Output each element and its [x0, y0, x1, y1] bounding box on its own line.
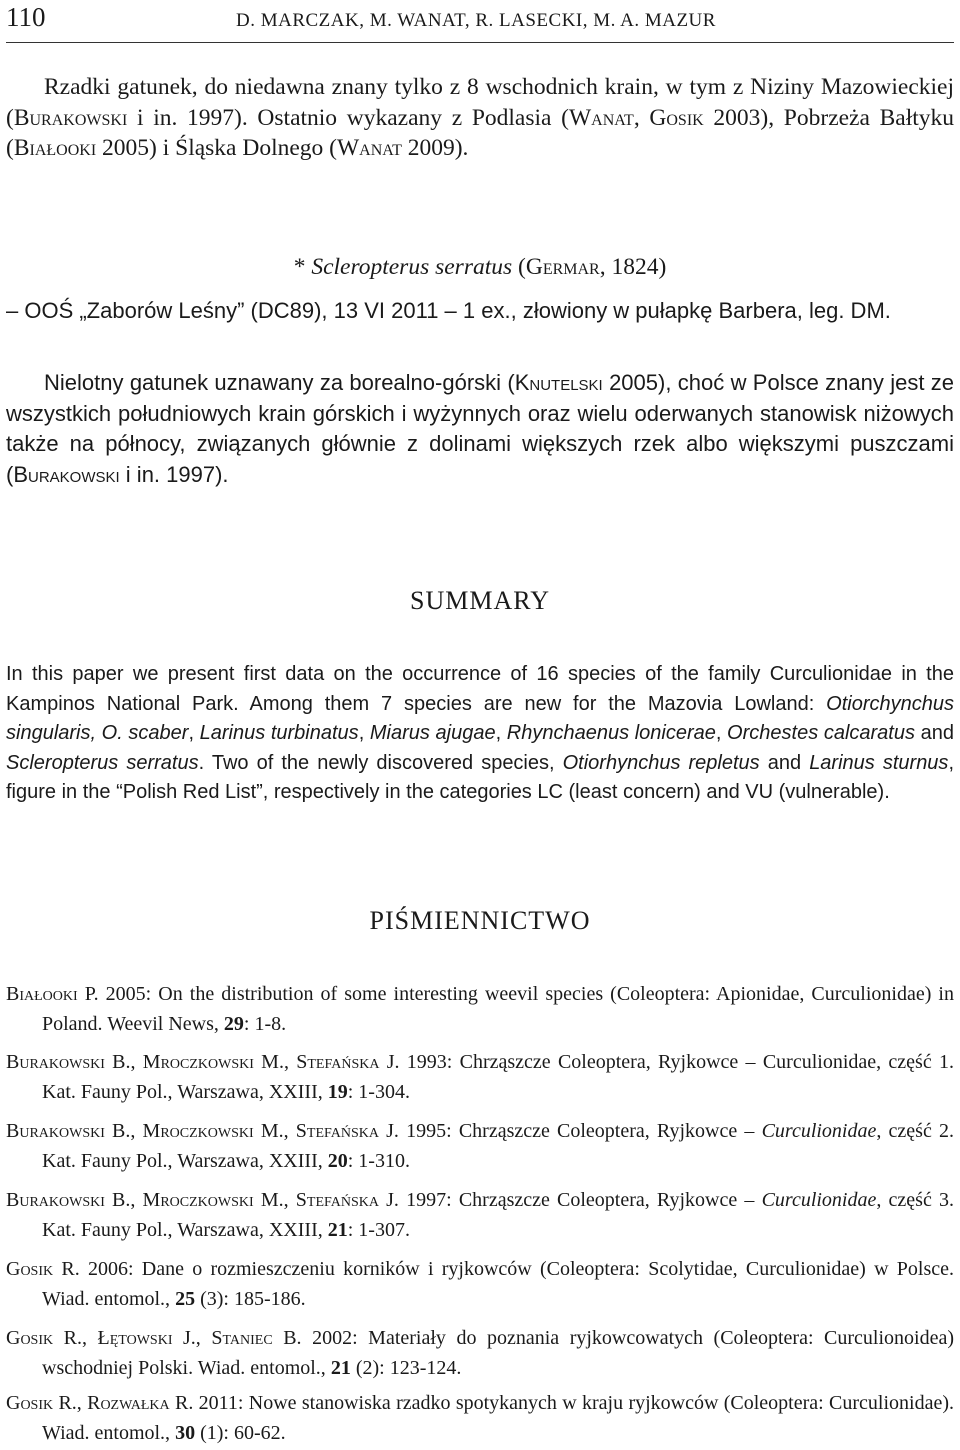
text-run: ,: [358, 722, 370, 744]
text-run: (: [512, 254, 526, 280]
species-name: Rhynchaenus lonicerae: [506, 722, 716, 744]
author-citation: Gosik: [649, 104, 704, 131]
text-run: : 1-304.: [347, 1080, 410, 1103]
species-name: Otiorhynchus repletus: [562, 751, 760, 774]
text-run: 1995: Chrząszcze Coleoptera, Ryjkowce –: [398, 1120, 762, 1142]
text-run: and: [759, 751, 810, 774]
reference-item: [6, 1186, 954, 1245]
text-run: 2002: Materiały do poznania ryjkowcowatych (Coleoptera: Curculionoidea) wschodniej Polski. Wiad. entomol.,: [42, 1327, 955, 1379]
reference-item: [6, 1048, 954, 1107]
reference-item: [6, 1117, 954, 1176]
author-citation: Wanat: [568, 104, 634, 131]
text-run: Nielotny gatunek uznawany za borealno-górski (: [44, 370, 515, 395]
text-run: , część 3. Kat. Fauny Pol., Warszawa, XXIII,: [42, 1189, 954, 1241]
species-year: , 1824): [599, 254, 667, 280]
page-number: 110: [6, 2, 46, 32]
species-name: Scleropterus serratus: [6, 751, 199, 774]
intro-paragraph: [6, 72, 954, 164]
reference-author: Białooki P.: [6, 983, 99, 1005]
reference-volume: 19: [327, 1080, 348, 1103]
text-run: (1): 60-62.: [195, 1421, 286, 1444]
taxon-name: Curculionidae: [761, 1120, 877, 1142]
asterisk-mark: *: [293, 254, 312, 280]
text-run: , część 2. Kat. Fauny Pol., Warszawa, XXIII,: [42, 1120, 954, 1172]
text-run: 1993: Chrząszcze Coleoptera, Ryjkowce – Curculionidae, część 1. Kat. Fauny Pol., Warszawa, XXIII,: [42, 1051, 954, 1103]
text-run: 2005) i Śląska Dolnego (: [96, 135, 337, 161]
reference-author: Gosik R., Rozwałka R.: [6, 1392, 194, 1414]
text-run: ,: [188, 722, 200, 744]
text-run: and: [914, 722, 954, 744]
text-run: i in. 1997).: [119, 461, 229, 487]
species-name: Orchestes calcaratus: [727, 722, 915, 744]
reference-volume: 25: [175, 1287, 196, 1310]
reference-author: Gosik R., Łętowski J., Staniec B.: [6, 1327, 302, 1349]
reference-volume: 29: [223, 1012, 244, 1035]
summary-paragraph: [6, 660, 954, 808]
text-run: : 1-8.: [243, 1012, 287, 1035]
reference-item: [6, 980, 954, 1039]
summary-heading: SUMMARY: [410, 586, 550, 615]
reference-volume: 20: [327, 1149, 348, 1172]
text-run: 2009).: [401, 135, 469, 161]
species-name: Miarus ajugae: [369, 722, 496, 744]
running-header: [6, 2, 954, 42]
reference-item: [6, 1324, 954, 1383]
species-name: Larinus turbinatus: [199, 722, 359, 744]
collection-record: – OOŚ „Zaborów Leśny” (DC89), 13 VI 2011 – 1 ex., złowiony w pułapkę Barbera, leg. DM.: [6, 298, 891, 323]
author-citation: Wanat: [337, 135, 402, 161]
header-rule: [6, 42, 954, 43]
text-run: 2003), Pobrzeża Bałtyku (: [6, 104, 955, 161]
text-run: ,: [715, 722, 728, 744]
species-paragraph: [6, 368, 954, 490]
species-heading: [6, 254, 954, 281]
references-heading: PIŚMIENNICTWO: [369, 906, 591, 935]
text-run: (3): 185-186.: [195, 1287, 306, 1310]
text-run: 2011: Nowe stanowiska rzadko spotykanych w kraju ryjkowców (Coleoptera: Curculionidae). Wiad. entomol.,: [42, 1392, 954, 1444]
text-run: ,: [633, 104, 650, 131]
reference-author: Burakowski B., Mroczkowski M., Stefańska J.: [6, 1189, 399, 1211]
reference-item: [6, 1255, 954, 1314]
author-citation: Burakowski: [13, 104, 128, 131]
text-run: : 1-307.: [347, 1218, 410, 1241]
reference-author: Gosik R.: [6, 1258, 80, 1280]
text-run: , figure in the “Polish Red List”, respectively in the categories LC (least concern) and VU (vulnerable).: [6, 751, 954, 803]
text-run: In this paper we present first data on the occurrence of 16 species of the family Curculionidae in the Kampinos National Park. Among them 7 species are new for the Mazovia Lowland:: [6, 663, 954, 715]
reference-item: [6, 1389, 954, 1448]
text-run: 2006: Dane o rozmieszczeniu korników i ryjkowców (Coleoptera: Scolytidae, Curculionidae) w Polsce. Wiad. entomol.,: [42, 1258, 954, 1310]
text-run: (2): 123-124.: [350, 1356, 462, 1379]
reference-volume: 30: [175, 1421, 196, 1444]
species-name: Scleropterus serratus: [311, 254, 513, 280]
taxon-name: Curculionidae: [761, 1189, 877, 1211]
text-run: 2005), choć w Polsce znany jest ze wszystkich południowych krain górskich i wyżynnych oraz wielu oderwanych stanowisk niżowych także na północy, związanych głównie z dolinami większych rzek albo większymi puszczami (: [6, 370, 954, 487]
running-head-authors: D. MARCZAK, M. WANAT, R. LASECKI, M. A. MAZUR: [236, 10, 716, 31]
reference-volume: 21: [330, 1356, 351, 1379]
reference-author: Burakowski B., Mroczkowski M., Stefańska J.: [6, 1120, 399, 1142]
reference-author: Burakowski B., Mroczkowski M., Stefańska J.: [6, 1051, 400, 1073]
text-run: 2005: On the distribution of some interesting weevil species (Coleoptera: Apionidae, Curculionidae) in Poland. Weevil News,: [42, 983, 954, 1035]
text-run: : 1-310.: [347, 1149, 410, 1172]
reference-volume: 21: [327, 1218, 348, 1241]
species-name: Larinus sturnus: [809, 751, 949, 774]
author-citation: Białooki: [13, 135, 97, 161]
text-run: ,: [495, 722, 507, 744]
text-run: 1997: Chrząszcze Coleoptera, Ryjkowce –: [398, 1189, 762, 1211]
species-name: Otiorchynchus singularis, O. scaber: [6, 692, 954, 744]
text-run: i in. 1997). Ostatnio wykazany z Podlasia (: [127, 104, 569, 131]
text-run: Rzadki gatunek, do niedawna znany tylko z 8 wschodnich krain, w tym z Niziny Mazowieckiej (: [6, 74, 954, 131]
text-run: . Two of the newly discovered species,: [198, 751, 563, 774]
author-citation: Burakowski: [13, 461, 120, 487]
author-citation: Knutelski: [514, 370, 603, 395]
species-author: Germar: [525, 254, 600, 280]
